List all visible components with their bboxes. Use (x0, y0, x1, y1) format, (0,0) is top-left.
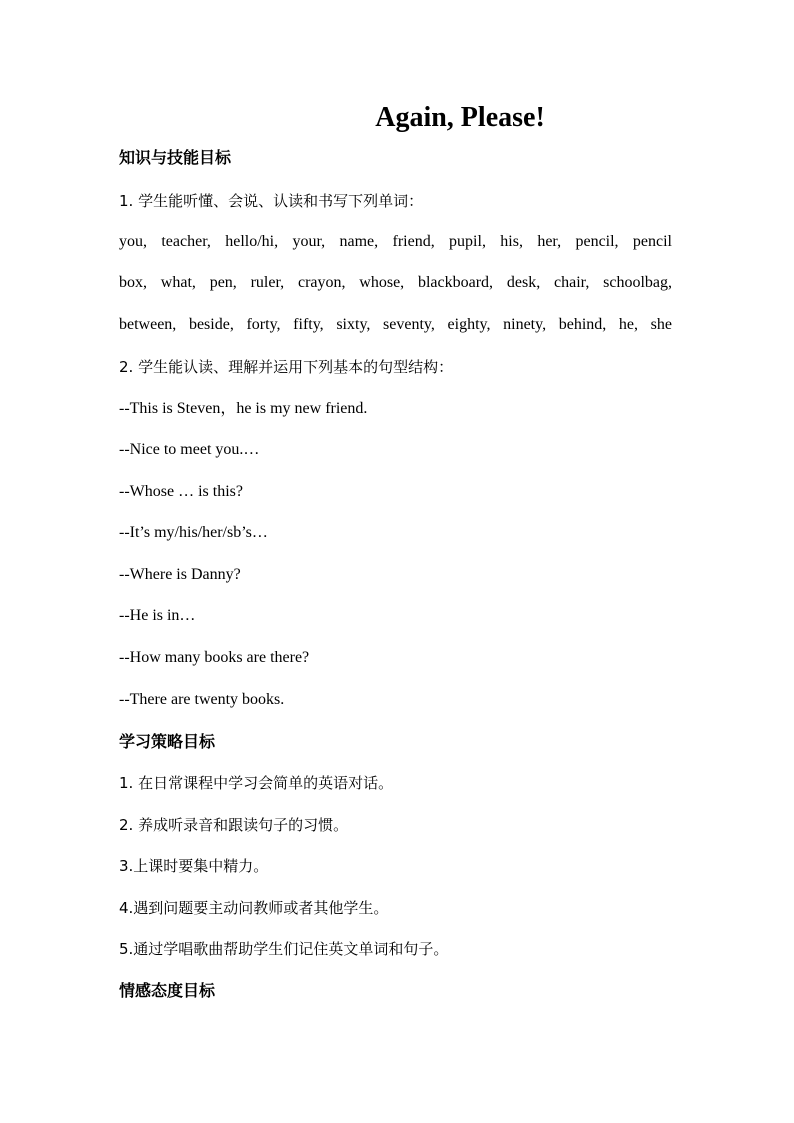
vocabulary-line-3: between, beside, forty, fifty, sixty, seventy, eighty, ninety, behind, he, she (119, 316, 672, 333)
sentence-pattern: --It’s my/his/her/sb’s… (119, 524, 268, 541)
strategy-item: 5.通过学唱歌曲帮助学生们记住英文单词和句子。 (119, 940, 449, 958)
vocabulary-line-2: box, what, pen, ruler, crayon, whose, blackboard, desk, chair, schoolbag, (119, 274, 672, 291)
strategy-item: 2. 养成听录音和跟读句子的习惯。 (119, 816, 349, 834)
objective-item-2: 2. 学生能认读、理解并运用下列基本的句型结构： (119, 358, 454, 376)
vocabulary-line-1: you, teacher, hello/hi, your, name, friend, pupil, his, her, pencil, pencil (119, 233, 672, 250)
knowledge-skills-heading: 知识与技能目标 (119, 148, 232, 167)
objective-item-1: 1. 学生能听懂、会说、认读和书写下列单词： (119, 192, 424, 210)
sentence-pattern: --Where is Danny? (119, 566, 241, 583)
strategy-item: 3.上课时要集中精力。 (119, 857, 269, 875)
emotional-attitude-heading: 情感态度目标 (119, 981, 216, 1000)
learning-strategy-heading: 学习策略目标 (119, 732, 216, 751)
sentence-pattern: --This is Steven，he is my new friend. (119, 400, 368, 417)
sentence-pattern: --Nice to meet you.… (119, 441, 260, 458)
sentence-pattern: --How many books are there? (119, 649, 310, 666)
strategy-item: 1. 在日常课程中学习会简单的英语对话。 (119, 774, 394, 792)
sentence-pattern: --Whose … is this? (119, 483, 243, 500)
strategy-item: 4.遇到问题要主动问教师或者其他学生。 (119, 899, 389, 917)
sentence-pattern: --He is in… (119, 607, 196, 624)
sentence-pattern: --There are twenty books. (119, 691, 285, 708)
document-title: Again, Please! (375, 102, 545, 133)
